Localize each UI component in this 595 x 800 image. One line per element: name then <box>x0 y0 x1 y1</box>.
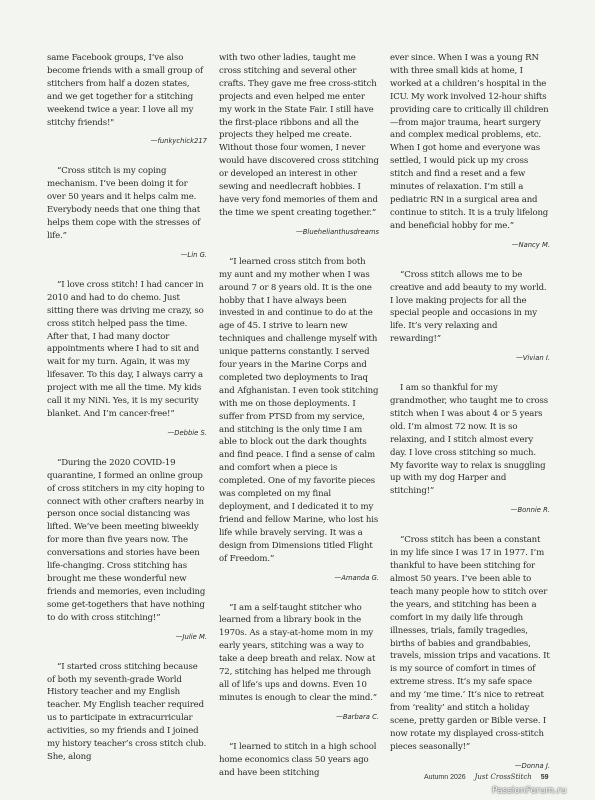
testimonial-author: —Nancy M. <box>511 240 550 249</box>
testimonial-text: “Cross stitch allows me to be creative and add beauty to my world. I love making projects for all the special people and occasions in my life. It’s very relaxing and rewarding!” <box>390 269 547 345</box>
testimonial-author: —Julie M. <box>175 632 207 641</box>
text-column-1 <box>47 52 207 764</box>
testimonial-text: “Cross stitch has been a constant in my life since I was 17 in 1977. I’m thankful to have been stitching for almost 50 years. I’ve been able to teach many people how to stitch over the years, and stitching has been a comfort in my daily life through illnesses, trials, family tragedies, births of babies and grandbabies, travels, mission trips and vacations. It is my source of comfort in times of extreme stress. It’s my safe space and my ‘me time.’ It’s nice to retreat from ‘reality’ and stitch a holiday scene, pretty garden or Bible verse. I now rotate my displayed cross-stitch pieces seasonally!” <box>390 535 550 752</box>
testimonial-text: “I learned to stitch in a high school home economics class 50 years ago and have been stitching <box>219 741 377 778</box>
page-footer <box>424 773 549 781</box>
testimonial-author: —Debbie S. <box>167 428 207 437</box>
testimonial-text: “I started cross stitching because of both my seventh-grade World History teacher and my English teacher. My English teacher required us to participate in extracurricular activities, so my friends and I joined my history teacher’s cross stitch club. She, along <box>47 661 207 762</box>
testimonial-author: —Donna J. <box>514 761 550 770</box>
page-number: 59 <box>540 774 549 781</box>
testimonial-text: “I love cross stitch! I had cancer in 2010 and had to do chemo. Just sitting there was driving me crazy, so cross stitch helped pass the time. After that, I had many doctor appointments where I had to sit and wait for my turn. Again, it was my lifesaver. To this day, I always carry a project with me all the time. My kids call it my NiNi. Yes, it is my security blanket. And I’m cancer-free!” <box>47 279 204 419</box>
text-column-3 <box>390 52 550 772</box>
text-column-2 <box>219 52 379 780</box>
issue-label: Autumn 2026 <box>424 774 466 781</box>
testimonial-text: with two other ladies, taught me cross stitching and several other crafts. They gave me free cross-stitch projects and even helped me enter my work in the State Fair. I still have the first-place ribbons and all the projects they helped me create. Without those four women, I never would have discovered cross stitching or developed an interest in other sewing and needlecraft hobbies. I have very fond memories of them and the time we spent creating together.” <box>219 53 379 218</box>
testimonial-text: “I learned cross stitch from both my aunt and my mother when I was around 7 or 8 years old. It is the one hobby that I have always been invested in and continue to do at the age of 45. I strive to learn new techniques and challenge myself with unique patterns constantly. I served four years in the Marine Corps and completed two deployments to Iraq and Afghanistan. I even took stitching with me on those deployments. I suffer from PTSD from my service, and stitching is the only time I am able to block out the dark thoughts and find peace. I find a sense of calm and comfort when a piece is completed. One of my favorite pieces was completed on my final deployment, and I dedicated it to my friend and fellow Marine, who lost his life while bravely serving. It was a design from Dimensions titled Flight of Freedom.” <box>219 256 379 564</box>
testimonial-author: —Bonnie R. <box>510 506 550 515</box>
magazine-title: Just CrossStitch <box>474 773 532 781</box>
testimonial-text: same Facebook groups, I’ve also become friends with a small group of stitchers from half a dozen states, and we get together for a stitching weekend twice a year. I love all my stitchy friends!" <box>47 53 204 128</box>
watermark: PassionForum.ru <box>492 786 567 796</box>
testimonial-text: “I am a self-taught stitcher who learned from a library book in the 1970s. As a stay-at-home mom in my early years, stitching was a way to take a deep breath and relax. Now at 72, stitching has helped me through all of life’s ups and downs. Even 10 minutes is enough to clear the mind.” <box>219 602 378 703</box>
testimonial-author: —Lin G. <box>180 250 207 259</box>
testimonial-author: —Amanda G. <box>334 573 379 582</box>
testimonial-author: —Bluehelianthusdreams <box>295 227 379 236</box>
testimonial-text: ever since. When I was a young RN with three small kids at home, I worked at a children’s hospital in the ICU. My work involved 12-hour shifts providing care to critically ill children—from major trauma, heart surgery and complex medical problems, etc. When I got home and everyone was settled, I would pick up my cross stitch and find a reset and a few minutes of relaxation. I’m still a pediatric RN in a surgical area and continue to stitch. It is a truly lifelong and beneficial hobby for me.” <box>390 53 549 231</box>
testimonial-text: “Cross stitch is my coping mechanism. I’ve been doing it for over 50 years and it helps calm me. Everybody needs that one thing that helps them cope with the stresses of life.” <box>47 166 201 241</box>
testimonial-author: —funkychick217 <box>150 137 207 146</box>
testimonial-text: “During the 2020 COVID-19 quarantine, I formed an online group of cross stitchers in my city hoping to connect with other crafters nearby in person once social distancing was lifted. We’ve been meeting biweekly for more than five years now. The conversations and stories have been life-changing. Cross stitching has brought me these wonderful new friends and memories, even including some get-togethers that have nothing to do with cross stitching!” <box>47 457 206 623</box>
testimonial-text: I am so thankful for my grandmother, who taught me to cross stitch when I was about 4 or 5 years old. I’m almost 72 now. It is so relaxing, and I stitch almost every day. I love cross stitching so much. My favorite way to relax is snuggling up with my dog Harper and stitching!” <box>390 383 549 497</box>
testimonial-author: —Vivian I. <box>515 354 550 363</box>
testimonial-author: —Barbara C. <box>336 712 379 721</box>
